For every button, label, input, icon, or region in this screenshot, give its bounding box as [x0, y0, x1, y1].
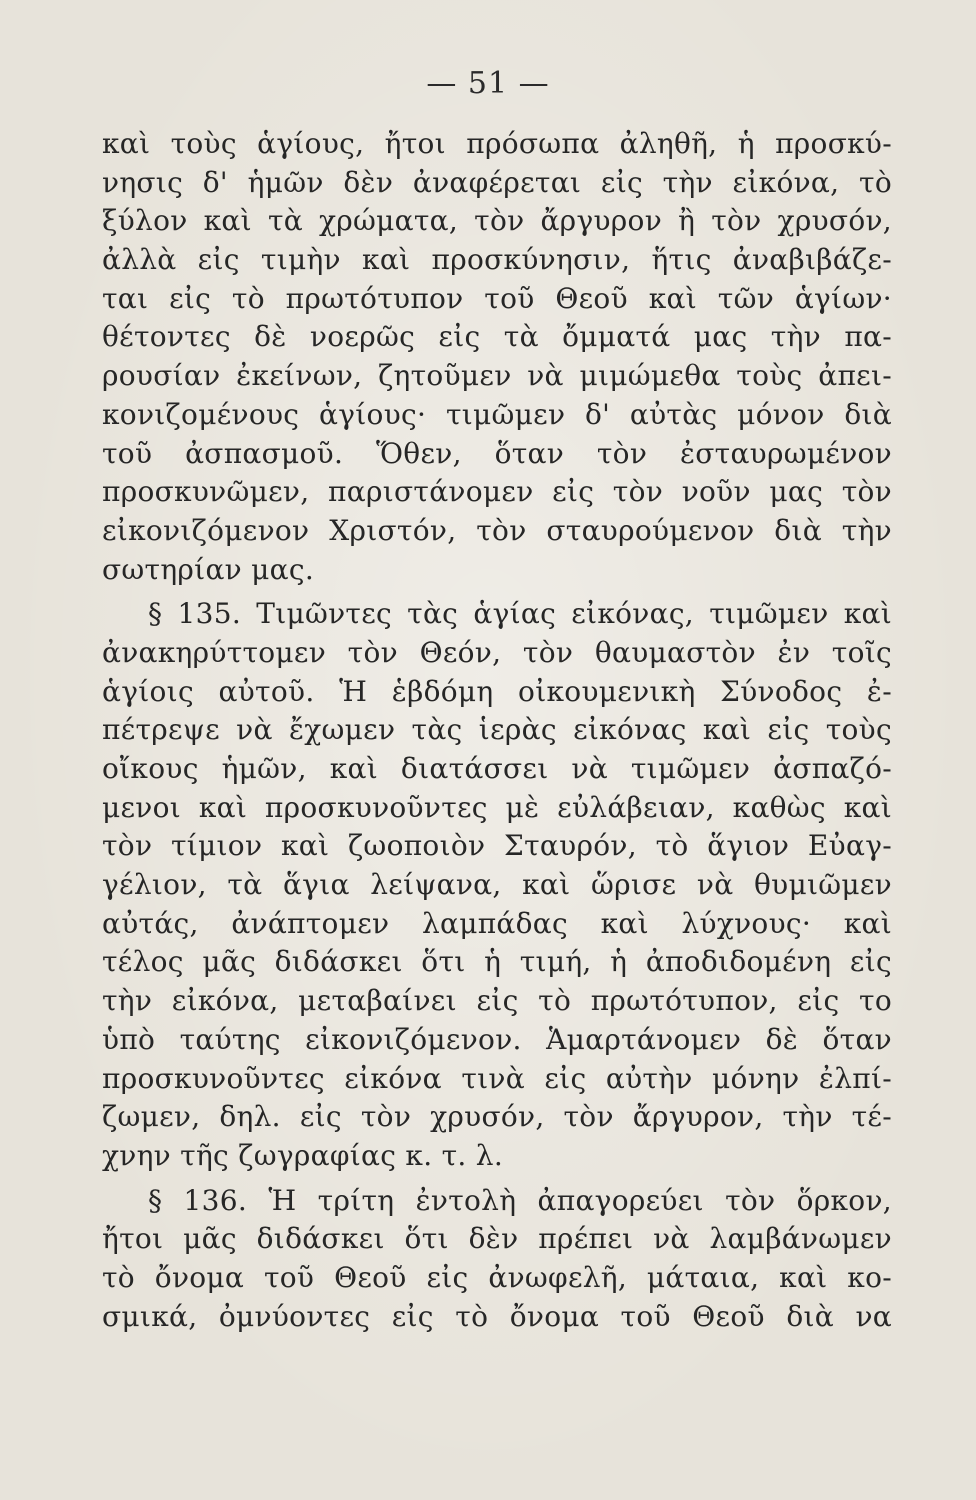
text-line: κονιζομένους ἁγίους· τιμῶμεν δ' αὐτὰς μόνον διὰ [102, 397, 892, 431]
text-line: σμικά, ὀμνύοντες εἰς τὸ ὄνομα τοῦ Θεοῦ διὰ να [102, 1299, 892, 1333]
text-line: σωτηρίαν μας. [102, 552, 315, 586]
text-line: ρουσίαν ἐκείνων, ζητοῦμεν νὰ μιμώμεθα τοὺς ἀπει- [102, 359, 892, 393]
text-line: ται εἰς τὸ πρωτότυπον τοῦ Θεοῦ καὶ τῶν ἁγίων· [102, 281, 892, 315]
text-line: τὴν εἰκόνα, μεταβαίνει εἰς τὸ πρωτότυπον, εἰς το [102, 984, 892, 1018]
text-line: τὸν τίμιον καὶ ζωοποιὸν Σταυρόν, τὸ ἅγιον Εὐαγ- [102, 829, 892, 863]
text-line: ἀνακηρύττομεν τὸν Θεόν, τὸν θαυμαστὸν ἐν τοῖς [102, 635, 892, 669]
page-text [102, 125, 892, 1336]
text-line: οἴκους ἡμῶν, καὶ διατάσσει νὰ τιμῶμεν ἀσπαζό- [102, 752, 892, 785]
text-line: ἁγίοις αὐτοῦ. Ἡ ἑβδόμη οἰκουμενικὴ Σύνοδος ἐ- [102, 674, 892, 708]
text-line: προσκυνῶμεν, παριστάνομεν εἰς τὸν νοῦν μας τὸν [102, 475, 892, 509]
text-line: μενοι καὶ προσκυνοῦντες μὲ εὐλάβειαν, καθὼς καὶ [102, 790, 892, 824]
text-line: χνην τῆς ζωγραφίας κ. τ. λ. [102, 1138, 504, 1172]
paragraph-start-line: § 136. Ἡ τρίτη ἐντολὴ ἀπαγορεύει τὸν ὅρκον, [148, 1183, 892, 1217]
text-line: τοῦ ἀσπασμοῦ. Ὅθεν, ὅταν τὸν ἐσταυρωμένον [102, 436, 892, 470]
page-number: — 51 — [426, 66, 550, 101]
text-line: τέλος μᾶς διδάσκει ὅτι ἡ τιμή, ἡ ἀποδιδομένη εἰς [102, 945, 892, 979]
text-line: ξύλον καὶ τὰ χρώματα, τὸν ἄργυρον ἢ τὸν χρυσόν, [102, 204, 892, 238]
text-line: τὸ ὄνομα τοῦ Θεοῦ εἰς ἀνωφελῆ, μάταια, καὶ κο- [102, 1260, 892, 1294]
text-line: γέλιον, τὰ ἅγια λείψανα, καὶ ὥρισε νὰ θυμιῶμεν [102, 868, 892, 902]
text-line: εἰκονιζόμενον Χριστόν, τὸν σταυρούμενον διὰ τὴν [102, 513, 892, 547]
text-line: νησις δ' ἡμῶν δὲν ἀναφέρεται εἰς τὴν εἰκόνα, τὸ [102, 165, 892, 199]
text-line: ζωμεν, δηλ. εἰς τὸν χρυσόν, τὸν ἄργυρον, τὴν τέ- [102, 1100, 892, 1134]
text-line: αὐτάς, ἀνάπτομεν λαμπάδας καὶ λύχνους· καὶ [102, 906, 892, 940]
text-line: πέτρεψε νὰ ἔχωμεν τὰς ἱερὰς εἰκόνας καὶ εἰς τοὺς [102, 713, 892, 747]
text-line: ἤτοι μᾶς διδάσκει ὅτι δὲν πρέπει νὰ λαμβάνωμεν [102, 1222, 892, 1256]
text-line: ὑπὸ ταύτης εἰκονιζόμενον. Ἁμαρτάνομεν δὲ ὅταν [102, 1022, 892, 1056]
paragraph-start-line: § 135. Τιμῶντες τὰς ἁγίας εἰκόνας, τιμῶμεν καὶ [148, 597, 892, 631]
text-line: προσκυνοῦντες εἰκόνα τινὰ εἰς αὐτὴν μόνην ἐλπί- [102, 1061, 892, 1095]
text-line: καὶ τοὺς ἁγίους, ἤτοι πρόσωπα ἀληθῆ, ἡ προσκύ- [102, 127, 892, 160]
text-line: θέτοντες δὲ νοερῶς εἰς τὰ ὄμματά μας τὴν πα- [102, 320, 892, 354]
text-line: ἀλλὰ εἰς τιμὴν καὶ προσκύνησιν, ἥτις ἀναβιβάζε- [102, 243, 892, 277]
